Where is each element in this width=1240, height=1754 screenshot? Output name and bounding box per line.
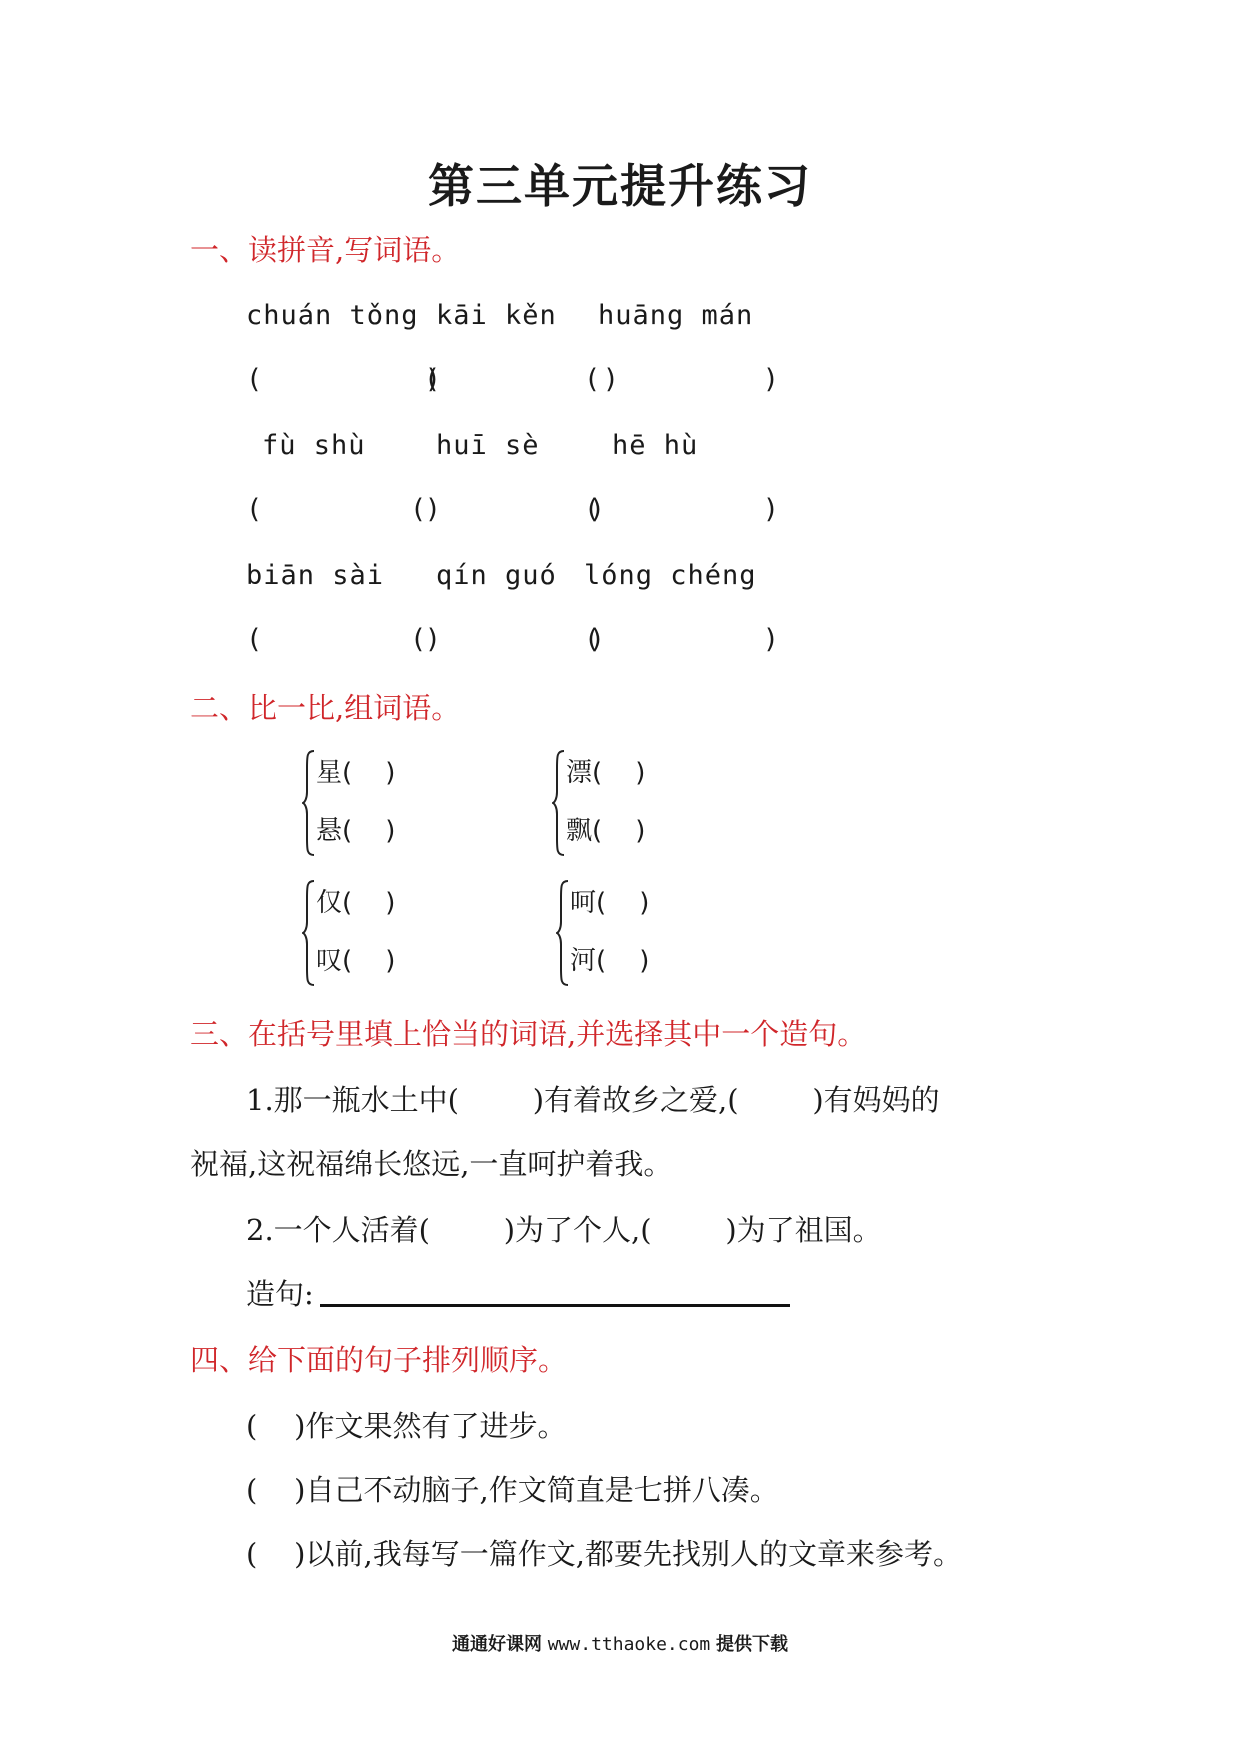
order-item-1[interactable]: ( )作文果然有了进步。 <box>246 1409 567 1443</box>
pair-2-bottom[interactable]: 飘( ) <box>566 816 646 846</box>
order-item-3[interactable]: ( )以前,我每写一篇作文,都要先找别人的文章来参考。 <box>246 1537 962 1571</box>
section-4-heading: 四、给下面的句子排列顺序。 <box>190 1343 568 1377</box>
question-1-line-1[interactable]: 1.那一瓶水土中( )有着故乡之爱,( )有妈妈的 <box>246 1083 940 1117</box>
answer-blank-3-3[interactable]: ( ) <box>584 624 780 655</box>
brace-icon <box>552 748 566 858</box>
compare-pair-3 <box>302 878 502 988</box>
section-2-heading: 二、比一比,组词语。 <box>190 691 461 725</box>
answer-blank-3-1[interactable]: ( ) <box>246 624 442 655</box>
section-3-heading: 三、在括号里填上恰当的词语,并选择其中一个造句。 <box>190 1017 867 1051</box>
pair-4-bottom[interactable]: 河( ) <box>570 946 650 976</box>
page-footer <box>0 1630 1240 1656</box>
brace-icon <box>556 878 570 988</box>
pinyin-3-1: biān sài <box>246 560 385 591</box>
page-title: 第三单元提升练习 <box>428 159 812 213</box>
compare-pair-1 <box>302 748 502 858</box>
pinyin-1-2: kāi kěn <box>436 300 557 331</box>
pair-3-bottom[interactable]: 叹( ) <box>316 946 396 976</box>
pinyin-3-3: lóng chéng <box>584 560 757 591</box>
pinyin-3-2: qín guó <box>436 560 557 591</box>
answer-blank-1-3[interactable]: ( ) <box>584 364 780 395</box>
compare-pair-2 <box>552 748 752 858</box>
brace-icon <box>302 748 316 858</box>
pair-1-bottom[interactable]: 悬( ) <box>316 816 396 846</box>
question-1-line-2: 祝福,这祝福绵长悠远,一直呵护着我。 <box>190 1147 673 1181</box>
answer-blank-3-2[interactable]: ( ) <box>410 624 606 655</box>
section-1-heading: 一、读拼音,写词语。 <box>190 233 461 267</box>
pinyin-1-1: chuán tǒng <box>246 300 419 331</box>
order-item-2[interactable]: ( )自己不动脑子,作文简直是七拼八凑。 <box>246 1473 779 1507</box>
footer-url[interactable]: www.tthaoke.com <box>547 1634 711 1655</box>
question-2[interactable]: 2.一个人活着( )为了个人,( )为了祖国。 <box>246 1213 882 1247</box>
brace-icon <box>302 878 316 988</box>
pinyin-1-3: huāng mán <box>598 300 754 331</box>
compare-pair-4 <box>556 878 756 988</box>
footer-suffix: 提供下载 <box>716 1634 789 1655</box>
answer-blank-2-1[interactable]: ( ) <box>246 494 442 525</box>
sentence-answer-line[interactable] <box>320 1304 790 1307</box>
pinyin-2-3: hē hù <box>612 430 699 461</box>
answer-blank-1-1[interactable]: ( ) <box>246 364 442 395</box>
footer-site-name: 通通好课网 <box>451 1634 542 1655</box>
answer-blank-2-2[interactable]: ( ) <box>410 494 606 525</box>
pair-2-top[interactable]: 漂( ) <box>566 758 646 788</box>
pinyin-2-1: fù shù <box>262 430 366 461</box>
answer-blank-1-2[interactable]: ( ) <box>424 364 620 395</box>
pair-1-top[interactable]: 星( ) <box>316 758 396 788</box>
pinyin-2-2: huī sè <box>436 430 540 461</box>
pair-3-top[interactable]: 仅( ) <box>316 888 396 918</box>
sentence-label: 造句: <box>246 1277 314 1311</box>
pair-4-top[interactable]: 呵( ) <box>570 888 650 918</box>
answer-blank-2-3[interactable]: ( ) <box>584 494 780 525</box>
